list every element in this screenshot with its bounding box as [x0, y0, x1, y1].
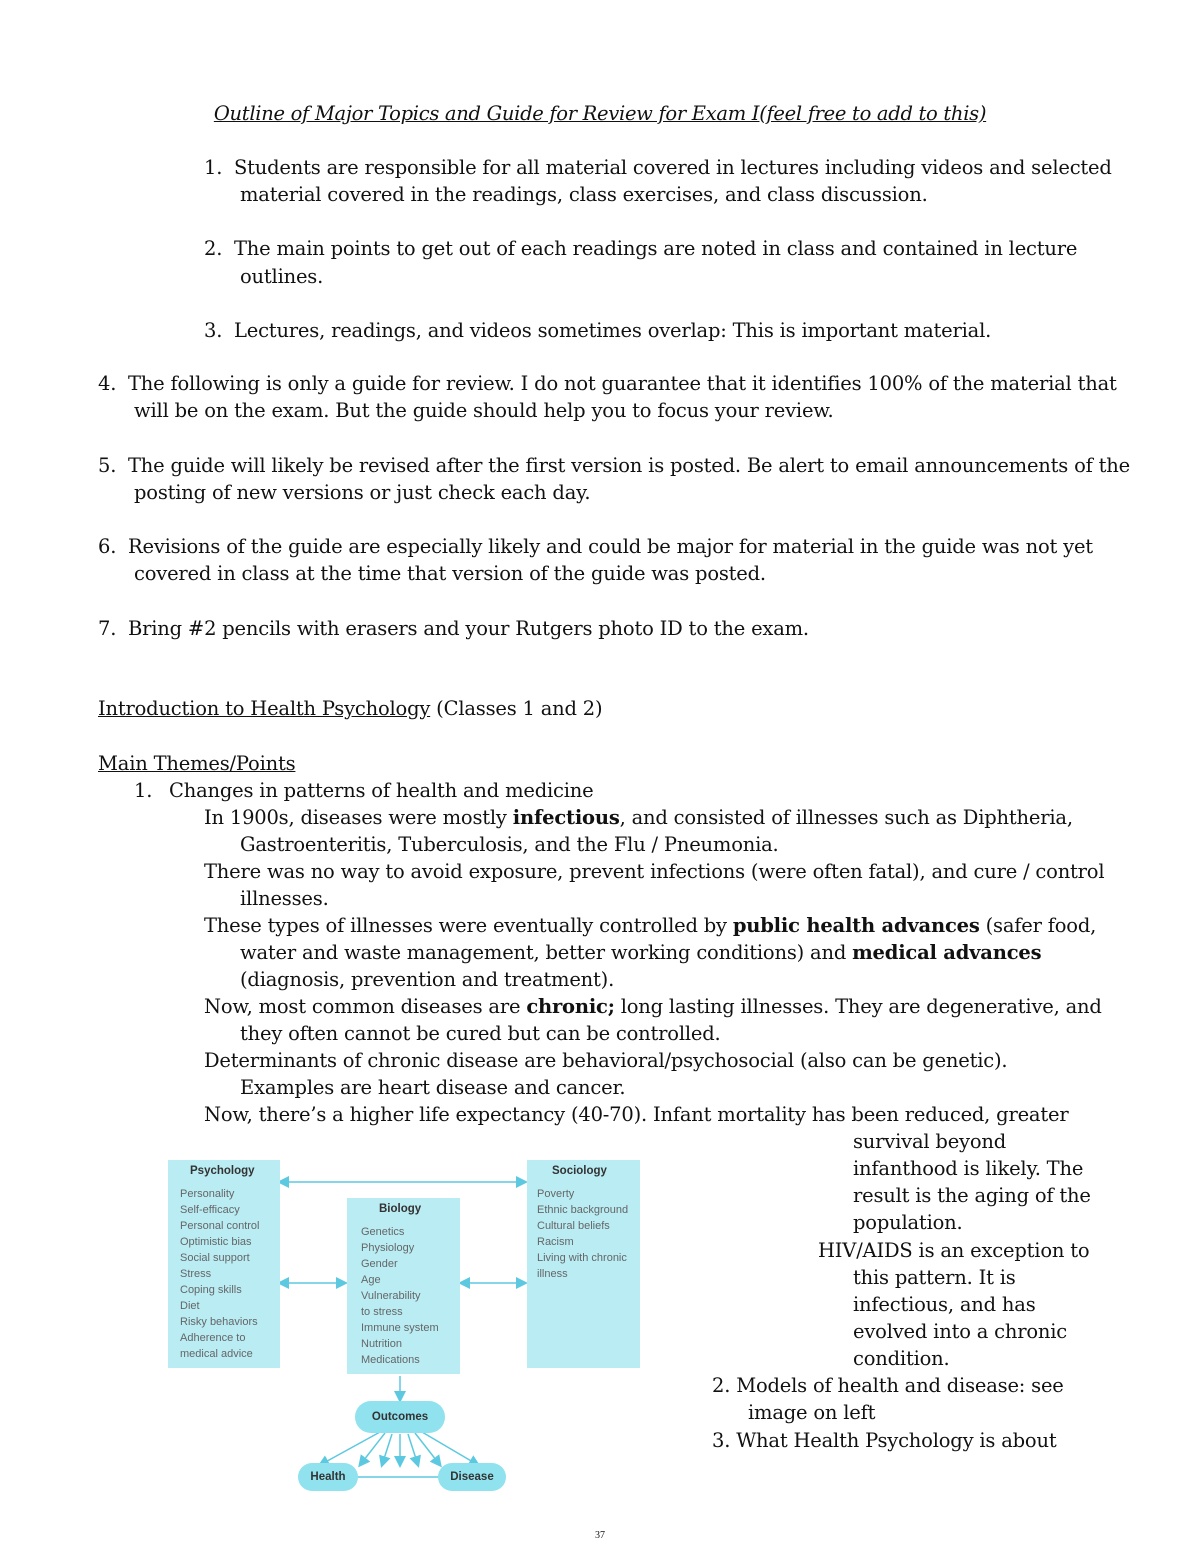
point-1-text: Changes in patterns of health and medicine [169, 779, 594, 802]
sub-6-line-1: Now, there’s a higher life expectancy (40-70). Infant mortality has been reduced, greater [204, 1103, 1069, 1126]
outcome-arrow [408, 1434, 418, 1465]
item-5-line-2: posting of new versions or just check each day. [134, 481, 591, 504]
sub-4-line-1 [204, 995, 1102, 1019]
sociology-title: Sociology [552, 1165, 607, 1177]
item-5-line-1: The guide will likely be revised after the first version is posted. Be alert to email announcements of the [128, 454, 1130, 477]
outcome-arrow [382, 1434, 392, 1465]
biopsychosocial-diagram [160, 1150, 650, 1500]
sub-1-text-b: , and consisted of illnesses such as Diphtheria, [619, 806, 1073, 829]
item-4-number: 4. [98, 372, 117, 395]
biology-item: Physiology [361, 1242, 415, 1254]
item-1-line-2: material covered in the readings, class exercises, and class discussion. [240, 183, 928, 206]
sub-3-text-a: These types of illnesses were eventually controlled by [204, 914, 733, 937]
section-heading [98, 697, 602, 721]
health-node: Health [298, 1463, 358, 1491]
outcomes-node: Outcomes [355, 1401, 445, 1433]
document-title: Outline of Major Topics and Guide for Review for Exam I(feel free to add to this) [213, 102, 987, 125]
wrap-line-5: HIV/AIDS is an exception to [818, 1239, 1090, 1262]
biology-item: Nutrition [361, 1338, 402, 1350]
item-1-number: 1. [204, 156, 223, 179]
item-6-number: 6. [98, 535, 117, 558]
wrap-line-3: result is the aging of the [853, 1184, 1091, 1207]
sub-5-line-1: Determinants of chronic disease are behavioral/psychosocial (also can be genetic). [204, 1049, 1008, 1072]
psychology-item: medical advice [180, 1348, 253, 1360]
sub-3-text-c: water and waste management, better working conditions) and [240, 941, 853, 964]
item-4-line-1: The following is only a guide for review. I do not guarantee that it identifies 100% of the material that [128, 372, 1117, 395]
item-7-line-1: Bring #2 pencils with erasers and your Rutgers photo ID to the exam. [128, 617, 809, 640]
biology-item: Immune system [361, 1322, 439, 1334]
sociology-item: Poverty [537, 1188, 575, 1200]
sociology-item: Living with chronic [537, 1252, 627, 1264]
sub-1-line-2: Gastroenteritis, Tuberculosis, and the Flu / Pneumonia. [240, 833, 779, 856]
wrap-line-2: infanthood is likely. The [853, 1157, 1084, 1180]
sociology-item: Cultural beliefs [537, 1220, 610, 1232]
psychology-item: Personality [180, 1188, 235, 1200]
sociology-box [527, 1160, 640, 1368]
item-6-line-2: covered in class at the time that version of the guide was posted. [134, 562, 766, 585]
biology-item: Medications [361, 1354, 420, 1366]
sub-1-line-1 [204, 806, 1073, 830]
item-2-line-1: The main points to get out of each readings are noted in class and contained in lecture [234, 237, 1078, 260]
item-3-line-1: Lectures, readings, and videos sometimes overlap: This is important material. [234, 319, 992, 342]
sub-1-text-a: In 1900s, diseases were mostly [204, 806, 513, 829]
sub-5-line-2: Examples are heart disease and cancer. [240, 1076, 626, 1099]
item-1-line-1: Students are responsible for all material covered in lectures including videos and selected [234, 156, 1112, 179]
biology-item: Gender [361, 1258, 398, 1270]
sub-3-line-2 [240, 941, 1041, 965]
item-4-line-2: will be on the exam. But the guide should help you to focus your review. [134, 399, 834, 422]
psychology-item: Diet [180, 1300, 200, 1312]
outcome-arrow [422, 1432, 478, 1465]
sub-4-text-b: long lasting illnesses. They are degenerative, and [614, 995, 1102, 1018]
sub-2-line-1: There was no way to avoid exposure, prevent infections (were often fatal), and cure / control [204, 860, 1105, 883]
point-2-text: 2. Models of health and disease: see [712, 1374, 1064, 1397]
sub-1-bold: infectious [512, 806, 620, 829]
item-2-number: 2. [204, 237, 223, 260]
psychology-item: Self-efficacy [180, 1204, 240, 1216]
page-number: 37 [595, 1530, 605, 1541]
point-2-continued: image on left [748, 1401, 876, 1424]
psychology-title: Psychology [190, 1165, 255, 1177]
biology-item: Genetics [361, 1226, 405, 1238]
psychology-item: Risky behaviors [180, 1316, 258, 1328]
point-3-text: 3. What Health Psychology is about [712, 1429, 1057, 1452]
outcome-arrow [415, 1433, 440, 1465]
psychology-item: Adherence to [180, 1332, 246, 1344]
wrap-line-6: this pattern. It is [853, 1266, 1016, 1289]
biology-title: Biology [379, 1203, 422, 1215]
sub-3-line-3: (diagnosis, prevention and treatment). [240, 968, 615, 991]
psychology-item: Personal control [180, 1220, 260, 1232]
sub-3-bold-b: medical advances [852, 941, 1042, 964]
sociology-item: Racism [537, 1236, 574, 1248]
item-3-number: 3. [204, 319, 223, 342]
psychology-item: Social support [180, 1252, 250, 1264]
item-2-line-2: outlines. [240, 265, 324, 288]
item-7-number: 7. [98, 617, 117, 640]
biology-item: to stress [361, 1306, 403, 1318]
item-6-line-1: Revisions of the guide are especially likely and could be major for material in the guide was not yet [128, 535, 1093, 558]
wrap-line-4: population. [853, 1211, 963, 1234]
biology-item: Age [361, 1274, 381, 1286]
sub-2-line-2: illnesses. [240, 887, 329, 910]
outcome-arrow [360, 1433, 385, 1465]
wrap-line-9: condition. [853, 1347, 950, 1370]
sub-3-text-b: (safer food, [979, 914, 1097, 937]
psychology-box [168, 1160, 280, 1368]
biology-item: Vulnerability [361, 1290, 421, 1302]
biology-box [347, 1198, 460, 1374]
sub-4-bold: chronic; [526, 995, 615, 1018]
section-classes: (Classes 1 and 2) [430, 697, 603, 720]
wrap-line-1: survival beyond [853, 1130, 1007, 1153]
sociology-item: Ethnic background [537, 1204, 629, 1216]
wrap-line-8: evolved into a chronic [853, 1320, 1068, 1343]
psychology-item: Stress [180, 1268, 212, 1280]
wrap-line-7: infectious, and has [853, 1293, 1036, 1316]
sub-3-line-1 [204, 914, 1096, 938]
section-title: Introduction to Health Psychology [98, 697, 431, 720]
themes-heading: Main Themes/Points [98, 752, 296, 775]
psychology-item: Coping skills [180, 1284, 242, 1296]
disease-node: Disease [438, 1463, 506, 1491]
sub-4-line-2: they often cannot be cured but can be controlled. [240, 1022, 721, 1045]
sub-3-bold-a: public health advances [732, 914, 980, 937]
sociology-item: illness [537, 1268, 568, 1280]
psychology-item: Optimistic bias [180, 1236, 252, 1248]
point-1-number: 1. [134, 779, 153, 802]
outcome-arrow [320, 1432, 380, 1465]
sub-4-text-a: Now, most common diseases are [204, 995, 527, 1018]
item-5-number: 5. [98, 454, 117, 477]
